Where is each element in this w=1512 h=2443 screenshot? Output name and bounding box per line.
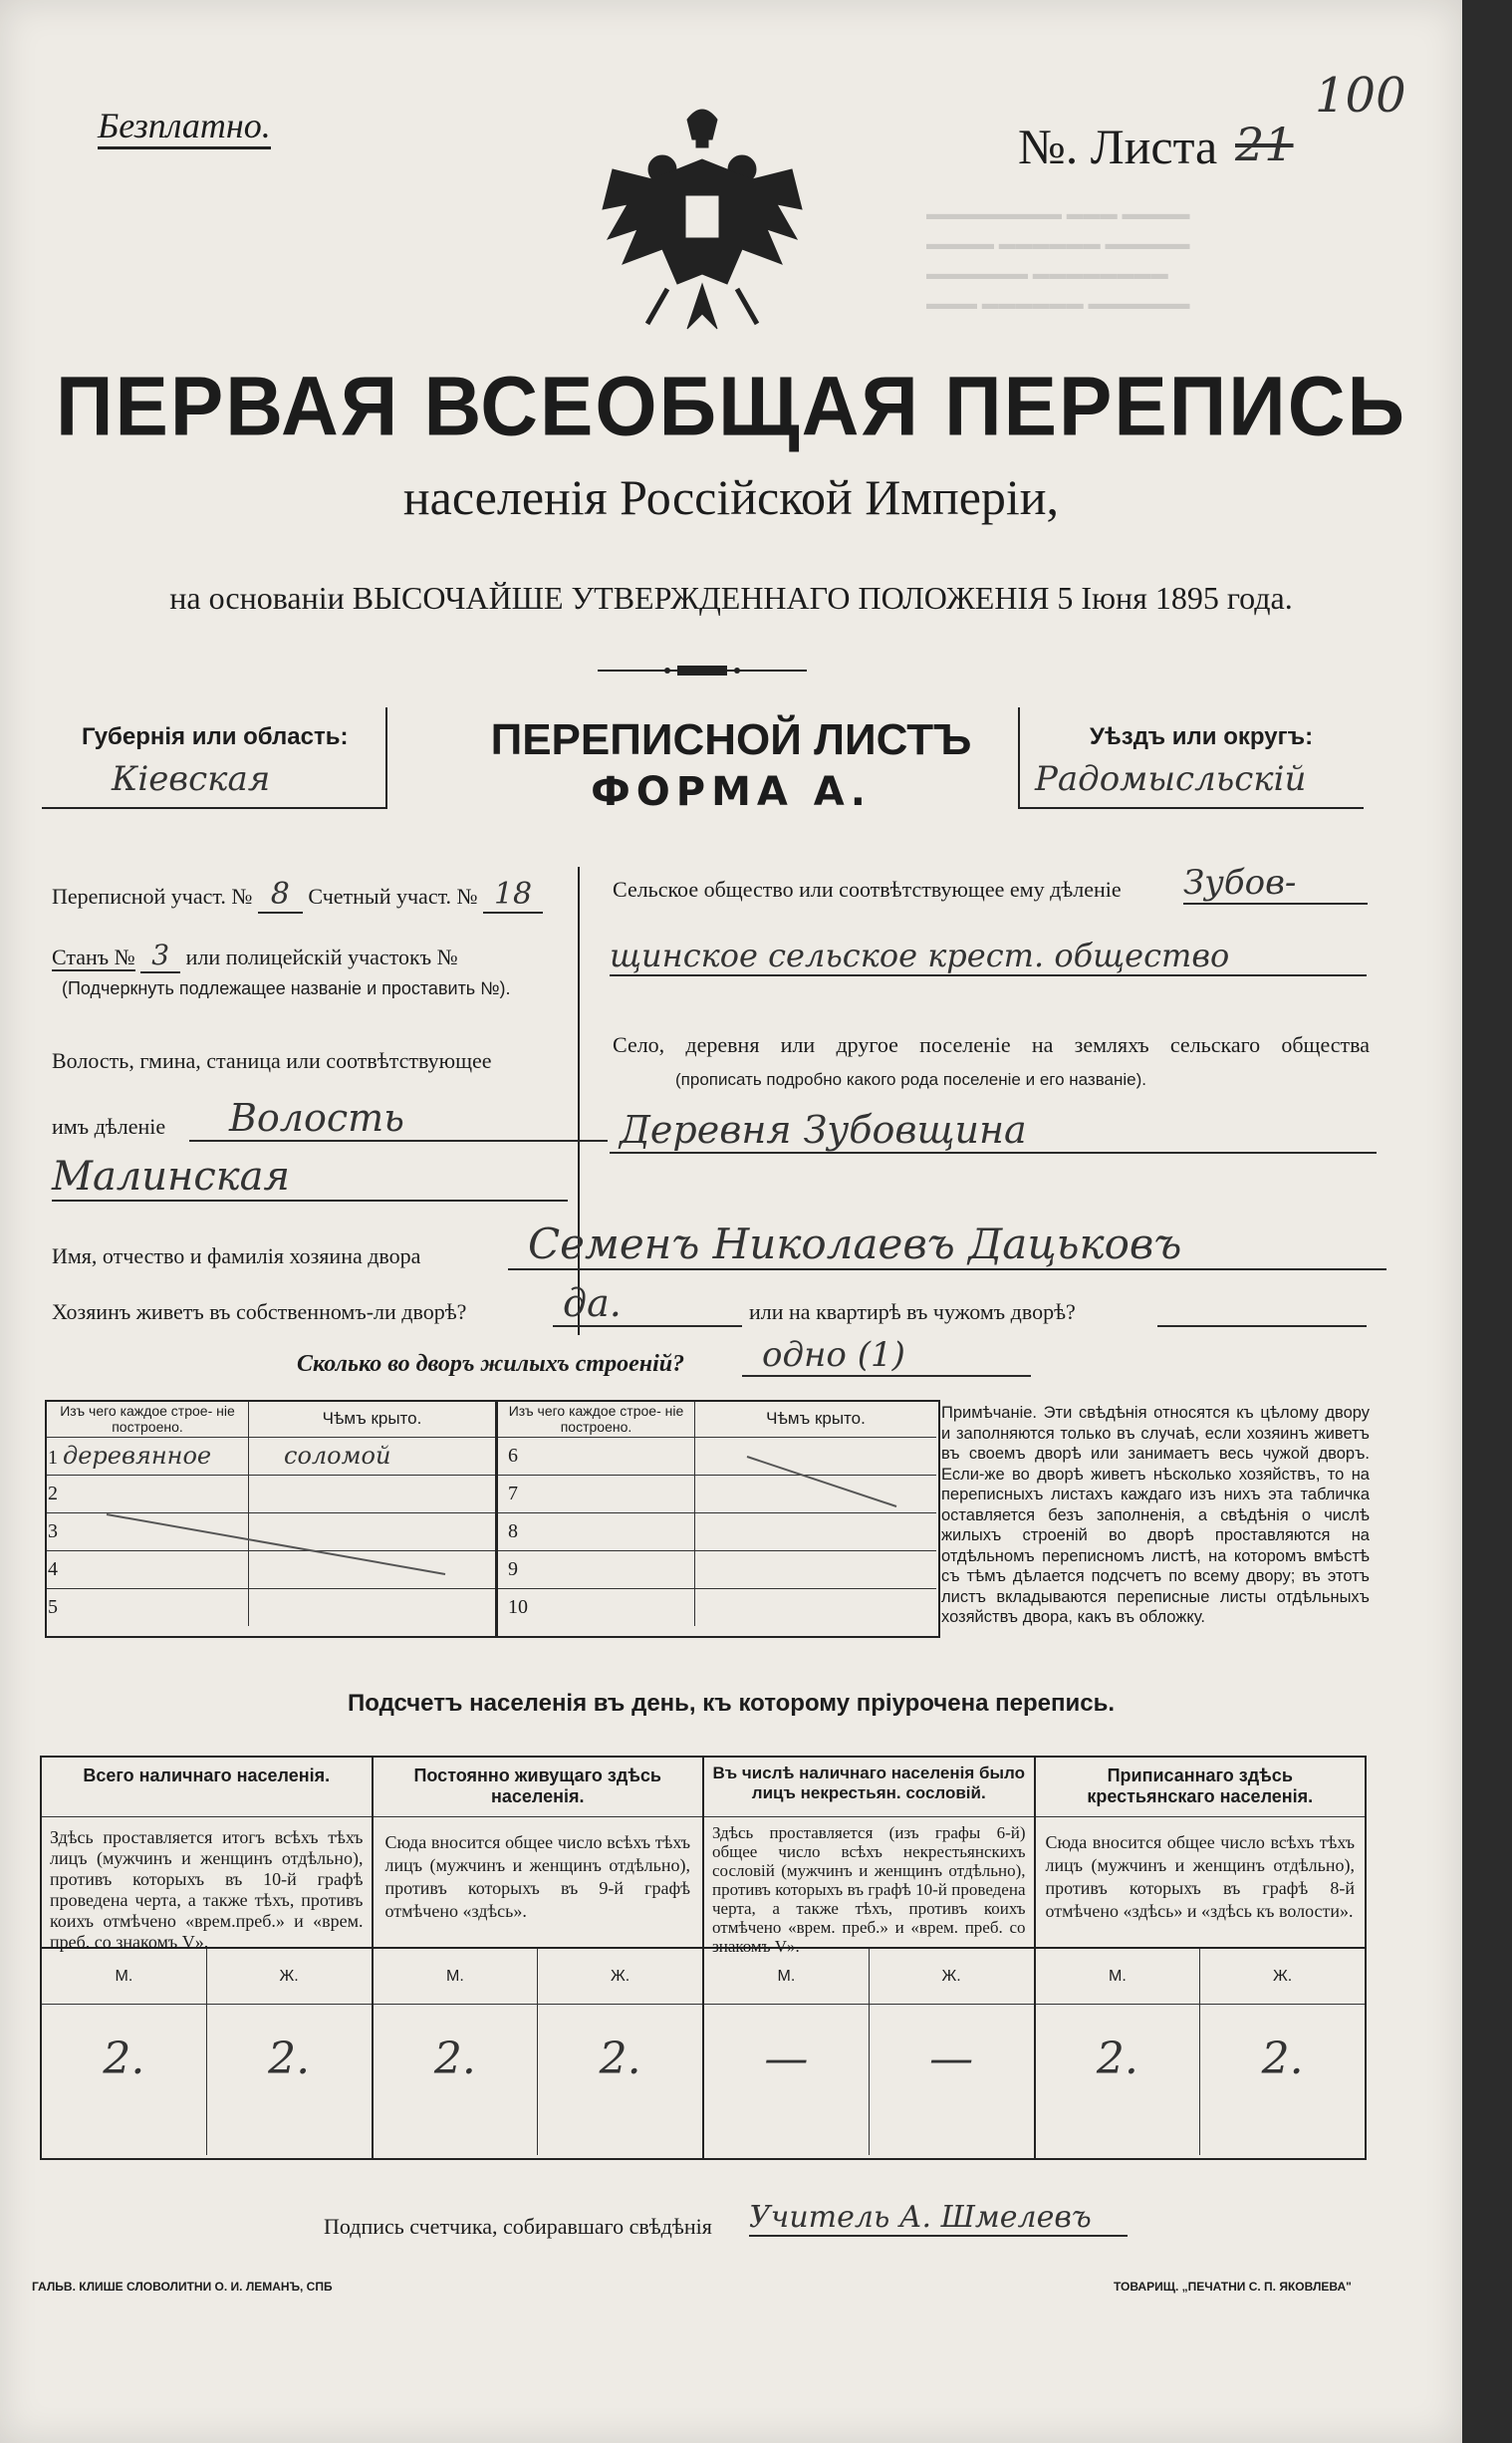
village-label: Село, деревня или другое поселеніе на земляхъ сельскаго общества: [613, 1032, 1370, 1057]
col-desc: Сюда вносится общее число всѣхъ тѣхъ лицъ (мужчинъ и женщинъ отдѣльно), противъ которыхъ въ графѣ 8-й отмѣчено «здѣсь» и «здѣсь къ волости».: [1036, 1817, 1366, 1949]
volost-label: Волость, гмина, станица или соотвѣтствующее: [52, 1048, 492, 1073]
population-col-permanent: [374, 1758, 705, 2158]
village-note: (прописать подробно какого рода поселеніе и его названіе).: [675, 1070, 1147, 1089]
signature-value: Учитель А. Шмелевъ: [749, 2200, 1128, 2237]
male-value: —: [704, 2005, 870, 2155]
buildings-note: Примѣчаніе. Эти свѣдѣнія относятся къ цѣлому двору и заполняются только въ случаѣ, если хозяинъ живетъ въ своемъ дворѣ или занимаетъ весь чужой дворъ. Если-же во дворѣ живетъ нѣсколько хозяйствъ, то на переписныхъ листахъ каждаго изъ нихъ эта табличка оставляется безъ заполненія, а свѣдѣнія о числѣ жилыхъ строеній во дворѣ проставляются на отдѣльномъ переписномъ листѣ, на которомъ вмѣстѣ съ тѣмъ дѣлается подсчетъ по всему двору; въ этотъ листъ вкладываются переписные листы отдѣльныхъ хозяйствъ двора, какъ въ обложку.: [941, 1404, 1370, 1626]
female-label: Ж.: [279, 1968, 299, 1985]
sheet-number-corner: 100: [1315, 68, 1406, 124]
row-number: 8: [498, 1512, 695, 1550]
sheet-number-label: №. Листа: [1018, 119, 1218, 174]
row-number: 10: [498, 1588, 695, 1626]
own-yard-label: Хозяинъ живетъ въ собственномъ-ли дворѣ?: [52, 1299, 467, 1324]
uchastok-value: 8: [258, 877, 303, 914]
uezd-box: [1018, 707, 1364, 809]
population-table: [40, 1756, 1367, 2160]
owner-name-value: Семенъ Николаевъ Дацьковъ: [508, 1220, 1386, 1270]
col-title: Постоянно живущаго здѣсь населенія.: [374, 1758, 703, 1817]
female-label: Ж.: [941, 1968, 961, 1985]
police-note: (Подчеркнуть подлежащее названіе и проставить №).: [62, 978, 511, 998]
buildings-table: [45, 1400, 940, 1638]
male-value: 2.: [42, 2005, 207, 2155]
society-value2: щинское сельское крест. общество: [610, 937, 1367, 976]
uezd-value: Радомысльскій: [1035, 759, 1307, 799]
male-value: 2.: [1036, 2005, 1201, 2155]
col-desc: Сюда вносится общее число всѣхъ тѣхъ лицъ (мужчинъ и женщинъ отдѣльно), противъ которыхъ въ 9-й графѣ отмѣчено «здѣсь».: [374, 1817, 703, 1949]
row-number: 3: [47, 1512, 249, 1550]
female-value: 2.: [1261, 2034, 1304, 2084]
row-number: 2: [47, 1475, 249, 1512]
male-label: М.: [1036, 1949, 1201, 2004]
guberniya-value: Кіевская: [112, 759, 271, 799]
building-row: [498, 1588, 936, 1626]
footer-right: ТОВАРИЩ. „ПЕЧАТНИ С. П. ЯКОВЛЕВА": [1114, 2280, 1352, 2294]
col-roof-header: Чѣмъ крыто.: [249, 1402, 496, 1437]
rent-value-line: [1157, 1325, 1367, 1327]
row-number: 5: [47, 1588, 249, 1626]
roof-cell: [695, 1588, 937, 1626]
owner-name-label: Имя, отчество и фамилія хозяина двора: [52, 1243, 421, 1268]
female-value: 2.: [599, 2034, 641, 2084]
row-number: 4: [47, 1550, 249, 1588]
footer-left: ГАЛЬВ. КЛИШЕ СЛОВОЛИТНИ О. И. ЛЕМАНЪ, СПБ: [32, 2280, 333, 2294]
stan-row: [52, 939, 570, 973]
row-number: 1: [48, 1447, 58, 1469]
police-label: или полицейскій участокъ №: [185, 945, 458, 969]
population-col-nonpeasant: [704, 1758, 1036, 2158]
census-basis: на основаніи ВЫСОЧАЙШЕ УТВЕРЖДЕННАГО ПОЛОЖЕНІЯ 5 Іюня 1895 года.: [169, 580, 1293, 616]
strike-line-2: [498, 1437, 936, 1556]
col-built-header-2: Изъ чего каждое строе- ніе построено.: [498, 1402, 695, 1437]
rent-label: или на квартирѣ въ чужомъ дворѣ?: [749, 1299, 1076, 1324]
bleed-through: ▬▬▬▬▬▬▬▬ ▬▬▬ ▬▬▬▬ ▬▬▬▬ ▬▬▬▬▬▬ ▬▬▬▬▬ ▬▬▬▬▬▬ ▬▬▬▬▬▬▬▬ ▬▬▬ ▬▬▬▬▬▬ ▬▬▬▬▬▬: [926, 204, 1190, 313]
sheet-number-handwritten: 21: [1235, 118, 1294, 171]
guberniya-label: Губернія или область:: [82, 723, 349, 750]
row-number: 6: [498, 1437, 695, 1475]
signature-label: Подпись счетчика, собиравшаго свѣдѣнія: [324, 2214, 712, 2239]
male-label: М.: [42, 1949, 207, 2004]
population-col-registered: [1036, 1758, 1366, 2158]
population-heading: Подсчетъ населенія въ день, къ которому пріурочена перепись.: [348, 1690, 1115, 1717]
volost-value2: Малинская: [52, 1154, 568, 1202]
census-title: ПЕРВАЯ ВСЕОБЩАЯ ПЕРЕПИСЬ: [56, 359, 1406, 453]
population-col-total: [42, 1758, 374, 2158]
ornament-divider: [598, 664, 807, 676]
schetny-label: Счетный участ. №: [308, 884, 478, 909]
col-desc: Здѣсь проставляется (изъ графы 6-й) общее число всѣхъ некрестьянскихъ сословій (мужчинъ и женщинъ отдѣльно), противъ которыхъ въ графѣ 10-й проведена черта, а также тѣхъ, противъ коихъ отмѣчено «врем. преб.» и «врем. преб. со знакомъ V».: [704, 1817, 1034, 1949]
roof-value: соломой: [249, 1437, 496, 1475]
uchastok-row: [52, 877, 570, 914]
col-desc: Здѣсь проставляется итогъ всѣхъ тѣхъ лицъ (мужчинъ и женщинъ отдѣльно), противъ которыхъ въ 10-й графѣ проведена черта, а также тѣхъ, противъ коихъ отмѣчено «врем.преб.» и «врем. преб. со знакомъ V».: [42, 1817, 372, 1949]
row-number: 7: [498, 1475, 695, 1512]
building-cell: [47, 1437, 249, 1475]
form-title: ПЕРЕПИСНОЙ ЛИСТЪ: [490, 715, 972, 764]
own-yard-value: да.: [553, 1281, 742, 1327]
village-value: Деревня Зубовщина: [610, 1108, 1377, 1154]
col-roof-header-2: Чѣмъ крыто.: [695, 1402, 937, 1437]
census-subtitle: населенія Россійской Имперіи,: [402, 469, 1060, 525]
uchastok-label: Переписной участ. №: [52, 884, 253, 909]
row-number: 9: [498, 1550, 695, 1588]
col-built-header: Изъ чего каждое строе- ніе построено.: [47, 1402, 249, 1437]
society-label: Сельское общество или соотвѣтствующее ему дѣленіе: [613, 877, 1122, 902]
buildings-value: одно (1): [742, 1335, 1031, 1377]
uezd-label: Уѣздъ или округъ:: [1090, 723, 1314, 750]
male-label: М.: [704, 1949, 870, 2004]
buildings-label: Сколько во дворъ жилыхъ строеній?: [297, 1351, 685, 1377]
col-title: Приписаннаго здѣсь крестьянскаго населенія.: [1036, 1758, 1366, 1817]
built-value: деревянное: [63, 1442, 212, 1470]
female-label: Ж.: [1273, 1968, 1293, 1985]
female-value: —: [929, 2034, 974, 2084]
volost-label2: имъ дѣленіе: [52, 1114, 166, 1139]
stan-value: 3: [140, 939, 180, 973]
female-value: 2.: [268, 2034, 311, 2084]
male-label: М.: [374, 1949, 539, 2004]
col-title: Въ числѣ наличнаго населенія было лицъ некрестьян. сословій.: [704, 1758, 1034, 1817]
col-title: Всего наличнаго населенія.: [42, 1758, 372, 1817]
strike-line: [47, 1475, 495, 1594]
society-value1: Зубов-: [1183, 863, 1368, 905]
male-value: 2.: [374, 2005, 539, 2155]
volost-value1: Волость: [189, 1096, 608, 1142]
free-label: Безплатно.: [98, 105, 271, 149]
schetny-value: 18: [483, 877, 543, 914]
building-row: [47, 1437, 495, 1475]
scan-edge: [1462, 0, 1512, 2443]
female-label: Ж.: [611, 1968, 630, 1985]
coat-of-arms-icon: [593, 100, 812, 349]
stan-label: Станъ №: [52, 945, 135, 969]
form-subtitle: ФОРМА А.: [591, 769, 872, 815]
